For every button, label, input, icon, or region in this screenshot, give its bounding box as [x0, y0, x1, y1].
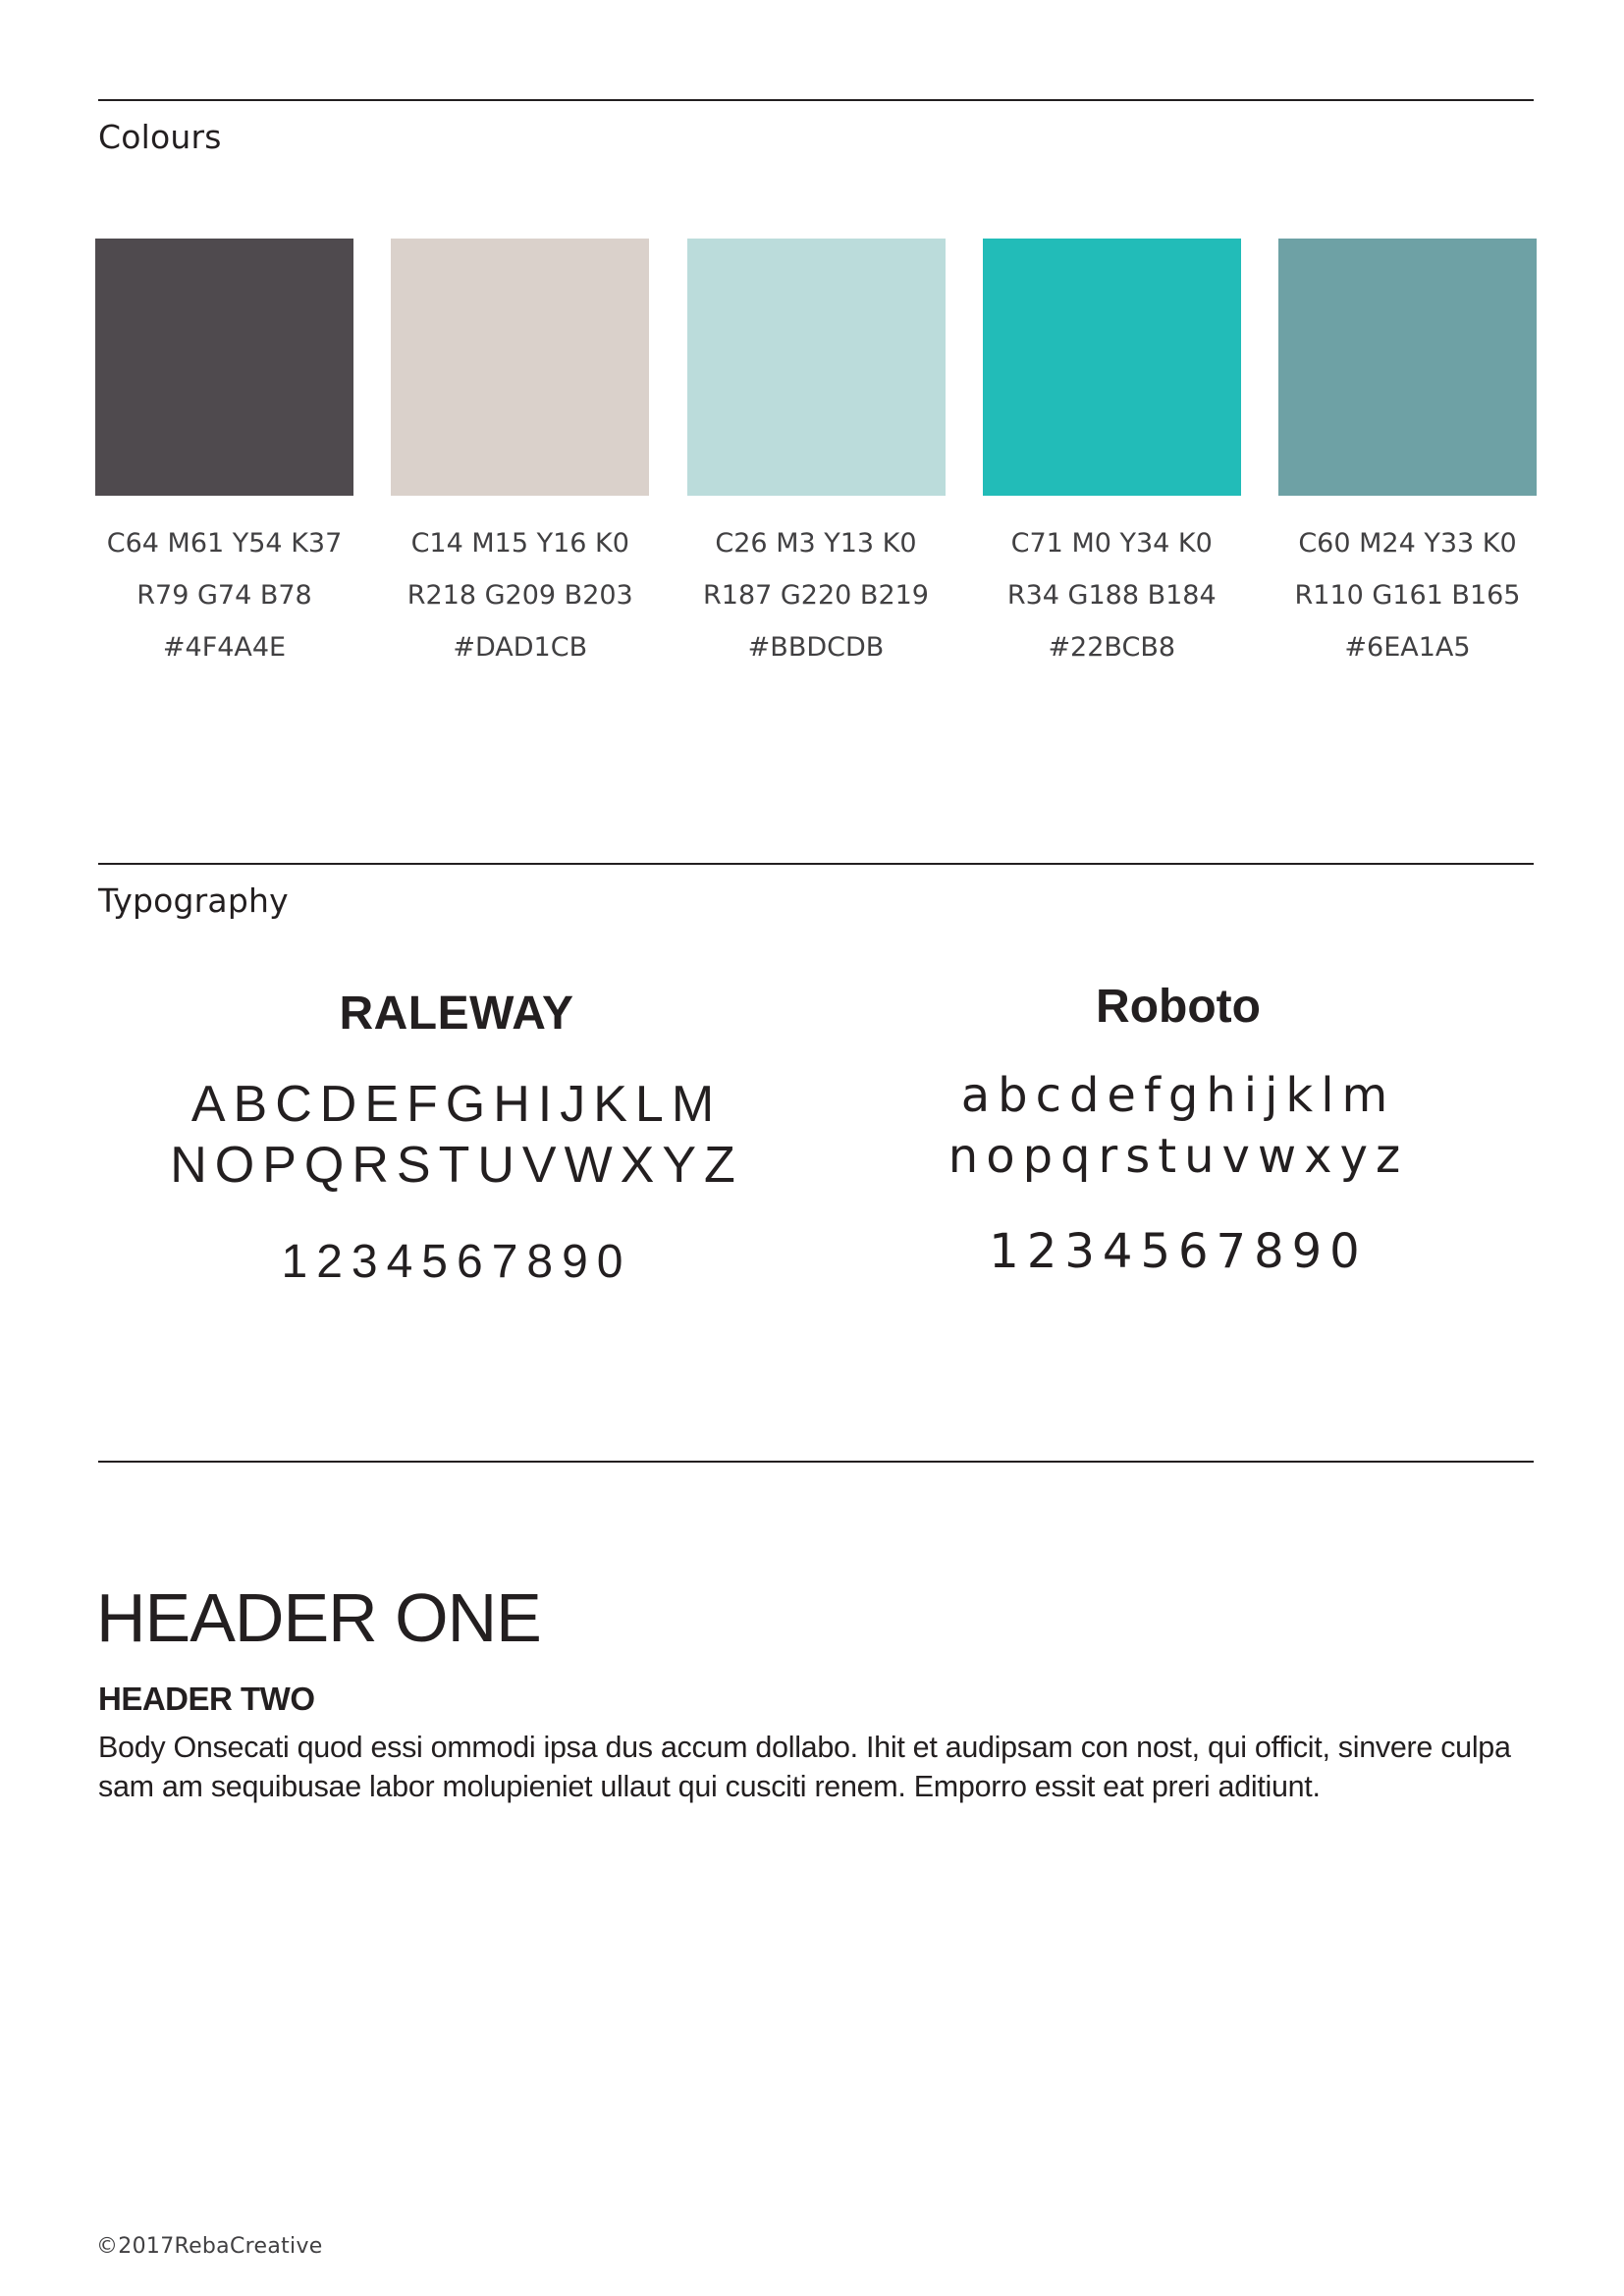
- swatch-rgb: R187 G220 B219: [703, 580, 929, 611]
- roboto-lowercase-line-2: nopqrstuvwxyz: [947, 1129, 1409, 1184]
- colour-swatch: [95, 239, 353, 673]
- swatch-color-box: [983, 239, 1241, 496]
- colour-swatch: [983, 239, 1241, 673]
- roboto-lowercase-line-1: abcdefghijklm: [960, 1068, 1396, 1123]
- typography-section-title: Typography: [98, 881, 289, 920]
- swatch-cmyk: C26 M3 Y13 K0: [715, 528, 917, 559]
- raleway-uppercase-line-2: NOPQRSTUVWXYZ: [170, 1137, 743, 1194]
- roboto-font-name: Roboto: [1096, 981, 1261, 1033]
- typography-divider: [98, 863, 1534, 865]
- colours-section-title: Colours: [98, 118, 222, 156]
- swatch-hex: #BBDCDB: [747, 632, 885, 663]
- colour-swatch: [1278, 239, 1537, 673]
- swatch-rgb: R110 G161 B165: [1294, 580, 1521, 611]
- footer-copyright: ©2017RebaCreative: [96, 2234, 323, 2259]
- swatch-cmyk: C60 M24 Y33 K0: [1298, 528, 1517, 559]
- colour-swatches: [95, 239, 1537, 673]
- body-text-sample: Body Onsecati quod essi ommodi ipsa dus accum dollabo. Ihit et audipsam con nost, qui officit, sinvere culpa sam am sequibusae labor molupieniet ullaut qui cusciti renem. Emporro essit eat preri aditiunt.: [98, 1731, 1511, 1803]
- header-one-sample: HEADER ONE: [96, 1579, 541, 1656]
- raleway-numbers: 1234567890: [281, 1236, 632, 1288]
- colours-divider: [98, 99, 1534, 101]
- swatch-hex: #4F4A4E: [162, 632, 287, 663]
- swatch-hex: #DAD1CB: [453, 632, 588, 663]
- swatch-color-box: [687, 239, 946, 496]
- swatch-cmyk: C14 M15 Y16 K0: [410, 528, 629, 559]
- swatch-cmyk: C64 M61 Y54 K37: [106, 528, 343, 559]
- swatch-color-box: [95, 239, 353, 496]
- headers-divider: [98, 1461, 1534, 1463]
- roboto-specimen: [884, 980, 1473, 1279]
- swatch-rgb: R218 G209 B203: [406, 580, 633, 611]
- colour-swatch: [687, 239, 946, 673]
- swatch-color-box: [391, 239, 649, 496]
- raleway-specimen: [157, 987, 756, 1289]
- swatch-cmyk: C71 M0 Y34 K0: [1010, 528, 1213, 559]
- swatch-rgb: R79 G74 B78: [136, 580, 312, 611]
- swatch-hex: #22BCB8: [1048, 632, 1176, 663]
- header-two-sample: HEADER TWO: [98, 1681, 315, 1717]
- colour-swatch: [391, 239, 649, 673]
- swatch-rgb: R34 G188 B184: [1006, 580, 1217, 611]
- raleway-uppercase-line-1: ABCDEFGHIJKLM: [190, 1076, 723, 1133]
- swatch-hex: #6EA1A5: [1344, 632, 1471, 663]
- roboto-numbers: 1234567890: [989, 1224, 1368, 1279]
- swatch-color-box: [1278, 239, 1537, 496]
- raleway-font-name: RALEWAY: [339, 988, 574, 1040]
